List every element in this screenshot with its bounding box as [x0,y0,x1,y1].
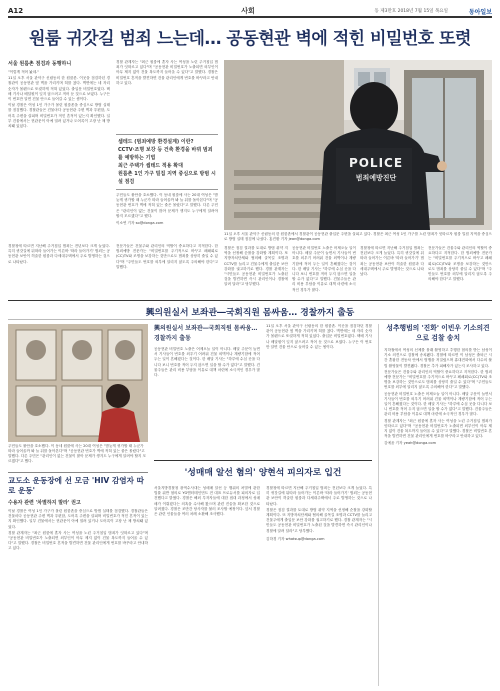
middle-band [8,300,492,320]
article2-para: 경찰은 점검 결과를 토대로 방범 취약 지역을 선정해 순찰을 강화할 계획이다. 또 지방자치단체와 협의해 골목길 조명과 CCTV를 늘리고 건물주에게 출입문 보안 강화를 권고하기로 했다. 경찰 관계자는 "시민들도 공동현관 비밀번호가 노출된 것을 발견하면 즉시 관리인이나 경찰에 알려 달라"고 당부했다. [266,507,372,533]
article-middle-left [154,324,260,454]
article2-column2 [266,486,372,676]
page-number: A12 [8,7,24,15]
article1-column6: 전문가들은 건물주와 관리인의 역할이 중요하다고 지적한다. 한 범죄예방 전문가는 "비밀번호를 주기적으로 바꾸고 폐쇄회로(CC)TV와 조명을 보강하는 것만으로도 범죄를 상당히 줄일 수 있다"며 "주민들도 번호를 외부에 알리지 않도록 주의해야 한다"고 말했다. [428,246,492,282]
article4-para: 경찰 관계자는 "최근 원룸에 혼자 사는 여성을 노린 주거침입 범죄가 잇따르고 있다"며 "공동현관 비밀번호가 노출되면 외부인이 아무 제지 없이 건물 복도까지 들어올 수 있다"고 말했다. 경찰은 비밀번호 흔적을 발견하면 건물 관리인에게 번호를 바꾸라고 안내하고 있다. [384,418,492,439]
sidebox-line: 최근 주택가 셉테드 적용 확대 [118,163,183,169]
article1-column4: 공동현관 비밀번호 노출은 어제오늘 일이 아니다. 배달 주문이 늘면서 기사들이 번호를 외우기 어려워 건물 외벽이나 계량기함에 적어 두는 일이 흔해졌다는 것이다. 한 배달 기사는 "하루에 수십 곳을 다니다 보니 번호를 적어 두지 않으면 일을 할 수가 없다"고 말했다. 건물주들은 관리 비용 부담을 이유로 대책 마련에 소극적인 경우가 많다. [292,246,356,292]
police-vest-label: POLICE [348,156,404,170]
issue-date: 동 제3만호 2018년 7월 15일 목요일 [374,9,448,14]
article1-para: 전문가들은 건물주와 관리인의 역할이 중요하다고 지적한다. 한 범죄예방 전문가는 "비밀번호를 주기적으로 바꾸고 폐쇄회로(CC)TV와 조명을 보강하는 것만으로도 범죄를 상당히 줄일 수 있다"며 "주민들도 번호를 외부에 알리지 않도록 주의해야 한다"고 말했다. [116,244,218,269]
article1-column1 [8,60,110,240]
article3-subtitle: 수용자 관련 '차별하지 말라' 권고 [8,500,81,506]
photo-police-inspection [224,60,492,230]
article1-para: 주민들도 불안을 호소했다. 이 동네 원룸에 사는 20대 여성은 "밤늦게 귀가할 때 누군가 따라 들어올까 봐 늘 뒤를 돌아본다"며 "공동현관 번호가 벽에 적혀 있는 줄은 몰랐다"고 말했다. 다른 주민은 "관리인이 없는 건물이 많아 문제가 생겨도 누구에게 알려야 할지 모르겠다"고 했다. [116,193,218,218]
sidebox-line: CCTV·조명 보강 등 건축 환경을 바꿔 범죄를 예방하는 기법 [118,147,213,161]
article1-para: 경찰 관계자는 "최근 원룸에 혼자 사는 여성을 노린 주거침입 범죄가 잇따르고 있다"며 "공동현관 비밀번호가 노출되면 외부인이 아무 제지 없이 건물 복도까지 들어올 수 있다"고 말했다. 경찰은 비밀번호 흔적을 발견하면 건물 관리인에게 번호를 바꾸라고 안내하고 있다. [116,60,218,85]
article1-subhead: 서울 원룸촌 점검과 동행하니 [8,61,72,67]
photo1-caption: 11일 오후 서울 관악구 신림동의 한 원룸촌에서 경찰관이 공동현관 출입문 주변을 살피고 있다. 경찰은 최근 여성 1인 가구를 노린 범죄가 잇따르자 원룸 밀집 지역을 중심으로 방범 실태 점검에 나섰다. 홍진환 기자 jean@donga.com [224,232,492,241]
photo-plaques [8,324,148,442]
middle-band-headline: 興의원실서 보좌관―국회직원 몸싸움… 경찰까지 출동 [145,308,355,318]
article1-column3: 경찰은 점검 결과를 토대로 방범 취약 지역을 선정해 순찰을 강화할 계획이다. 또 지방자치단체와 협의해 골목길 조명과 CCTV를 늘리고 건물주에게 출입문 보안 강화를 권고하기로 했다. 경찰 관계자는 "시민들도 공동현관 비밀번호가 노출된 것을 발견하면 즉시 관리인이나 경찰에 알려 달라"고 당부했다. [224,246,288,287]
article4-byline: 김예윤 기자 yeah@donga.com [384,441,437,446]
article-middle-right: 11일 오후 서울 관악구 신림동의 한 원룸촌. 이곳을 점검하던 경찰관이 공동현관 옆 벽을 가리키며 혀를 찼다. 벽면에는 네 자리 숫자가 볼펜으로 또렷하게 적혀 있었다. 출입문 비밀번호였다. 택배 기사나 배달원이 잊지 않으려고 적어 둔 것으로 보였다. 누구든 이 번호만 알면 건물 안으로 들어갈 수 있는 셈이다. [266,324,372,349]
section-name: 사회 [241,7,255,15]
article2-title-band [154,460,372,482]
newspaper-logo: 동아일보 [468,9,492,16]
middle-article-para: 공동현관 비밀번호 노출은 어제오늘 일이 아니다. 배달 주문이 늘면서 기사들이 번호를 외우기 어려워 건물 외벽이나 계량기함에 적어 두는 일이 흔해졌다는 것이다. 한 배달 기사는 "하루에 수십 곳을 다니다 보니 번호를 적어 두지 않으면 일을 할 수가 없다"고 말했다. 건물주들은 관리 비용 부담을 이유로 대책 마련에 소극적인 경우가 많다. [154,347,260,378]
police-vest-sublabel: 범죄예방진단 [355,174,397,182]
article1-continuation [8,244,218,298]
article2-byline: 김하경 기자 whatsup@donga.com [266,536,325,541]
page-header [8,6,492,18]
article1-para: 경찰청에 따르면 지난해 주거침입 범죄는 전년보다 크게 늘었다. 특히 귀갓길에 뒤따라 들어가는 이른바 '따라 들어가기' 범죄는 공동현관 보안이 허술한 원룸과 다세대주택에서 주로 발생하는 것으로 나타났다. [8,244,110,264]
sidebox-line: 셉테드 (범죄예방 환경설계) 이란? [118,139,194,145]
police-photo-illustration [224,60,492,230]
article2-para: 경찰청에 따르면 지난해 주거침입 범죄는 전년보다 크게 늘었다. 특히 귀갓길에 뒤따라 들어가는 이른바 '따라 들어가기' 범죄는 공동현관 보안이 허술한 원룸과 다세대주택에서 주로 발생하는 것으로 나타났다. [266,486,372,506]
photo2-caption: 주민들도 불안을 호소했다. 이 동네 원룸에 사는 20대 여성은 "밤늦게 귀가할 때 누군가 따라 들어올까 봐 늘 뒤를 돌아본다"며 "공동현관 번호가 벽에 적혀 있는 줄은 몰랐다"고 말했다. 다른 주민은 "관리인이 없는 건물이 많아 문제가 생겨도 누구에게 알려야 할지 모르겠다"고 했다. [8,444,147,463]
middle-article-title: 興의원실서 보좌관―국회직원 몸싸움… 경찰까지 출동 [154,325,258,342]
article1-column5: 경찰청에 따르면 지난해 주거침입 범죄는 전년보다 크게 늘었다. 특히 귀갓길에 뒤따라 들어가는 이른바 '따라 들어가기' 범죄는 공동현관 보안이 허술한 원룸과 다세대주택에서 주로 발생하는 것으로 나타났다. [360,246,424,277]
article1-para: "이렇게 적어 놨네." [8,70,40,74]
article4 [378,324,492,686]
article4-para: 공동현관 비밀번호 노출은 어제오늘 일이 아니다. 배달 주문이 늘면서 기사들이 번호를 외우기 어려워 건물 외벽이나 계량기함에 적어 두는 일이 흔해졌다는 것이다. 한 배달 기사는 "하루에 수십 곳을 다니다 보니 번호를 적어 두지 않으면 일을 할 수가 없다"고 말했다. 건물주들은 관리 비용 부담을 이유로 대책 마련에 소극적인 경우가 많다. [384,391,492,417]
article3-para: 이날 경찰은 여성 1인 가구가 몰린 원룸촌을 중심으로 방범 실태를 점검했다. 경찰관들은 건물마다 공동현관 주변 벽과 우편함, 도어록 주변을 살피며 비밀번호가 적힌 흔적이 있는지 확인했다. 일부 건물에서는 현관문이 아예 열려 있거나 도어록이 고장 난 채 방치돼 있었다. [8,509,148,529]
article4-para: 전문가들은 건물주와 관리인의 역할이 중요하다고 지적한다. 한 범죄예방 전문가는 "비밀번호를 주기적으로 바꾸고 폐쇄회로(CC)TV와 조명을 보강하는 것만으로도 범죄를 상당히 줄일 수 있다"며 "주민들도 번호를 외부에 알리지 않도록 주의해야 한다"고 말했다. [384,369,492,390]
sidebox-line: 원룸촌 1인 가구 밀집 지역 중심으로 방범 시설 점검 [118,171,216,185]
article1-para: 이날 경찰은 여성 1인 가구가 몰린 원룸촌을 중심으로 방범 실태를 점검했다. 경찰관들은 건물마다 공동현관 주변 벽과 우편함, 도어록 주변을 살피며 비밀번호가 적힌 흔적이 있는지 확인했다. 일부 건물에서는 현관문이 아예 열려 있거나 도어록이 고장 난 채 방치돼 있었다. [8,103,110,129]
article3 [8,472,148,687]
article4-para: 지하철에서 여성의 신체를 몰래 촬영하고 추행한 혐의를 받는 남성이 기소 의견으로 검찰에 송치됐다. 경찰에 따르면 이 남성은 출퇴근 시간 혼잡한 전동차 안에서 범행을 저질렀으며 휴대전화에서 다수의 불법 촬영물이 발견됐다. 경찰은 추가 피해자가 있는지 조사하고 있다. [384,348,492,368]
article2-title: '성매매 알선 혐의' 양현석 피의자로 입건 [184,468,342,478]
article4-title: 성추행범의 '진화' 이빈우 기소의견으로 검찰 송치 [386,324,490,342]
plaques-photo-illustration [8,324,148,442]
article2-column1: 서울지방경찰청 광역수사대는 성매매 알선 등 행위의 처벌에 관한 법률 위반 혐의로 YG엔터테인먼트 전 대표 프로듀서를 피의자로 입건했다고 밝혔다. 경찰은 해외 투자자들에 대한 접대 과정에서 성매매가 이뤄졌다는 의혹을 수사해 왔으며 관련 진술을 확보한 것으로 알려졌다. 경찰은 조만간 당사자를 불러 조사할 예정이다. 앞서 경찰은 관련 인물들을 여러 차례 소환해 조사했다. [154,486,260,517]
article1-sidebox [116,134,218,190]
article3-title: 교도소 운동장에 선 모금 'HIV 감염자 따로 운동' [8,476,144,495]
article1-byline: 이소연 기자 so@donga.com [116,221,164,226]
article3-para: 경찰 관계자는 "최근 원룸에 혼자 사는 여성을 노린 주거침입 범죄가 잇따르고 있다"며 "공동현관 비밀번호가 노출되면 외부인이 아무 제지 없이 건물 복도까지 들어올 수 있다"고 말했다. 경찰은 비밀번호 흔적을 발견하면 건물 관리인에게 번호를 바꾸라고 안내하고 있다. [8,530,148,551]
article1-column2 [116,60,218,240]
article1-para: 11일 오후 서울 관악구 신림동의 한 원룸촌. 이곳을 점검하던 경찰관이 공동현관 옆 벽을 가리키며 혀를 찼다. 벽면에는 네 자리 숫자가 볼펜으로 또렷하게 적혀 있었다. 출입문 비밀번호였다. 택배 기사나 배달원이 잊지 않으려고 적어 둔 것으로 보였다. 누구든 이 번호만 알면 건물 안으로 들어갈 수 있는 셈이다. [8,76,110,102]
main-headline: 원룸 귀갓길 범죄 느는데… 공동현관 벽에 적힌 비밀번호 또렷 [29,29,471,49]
